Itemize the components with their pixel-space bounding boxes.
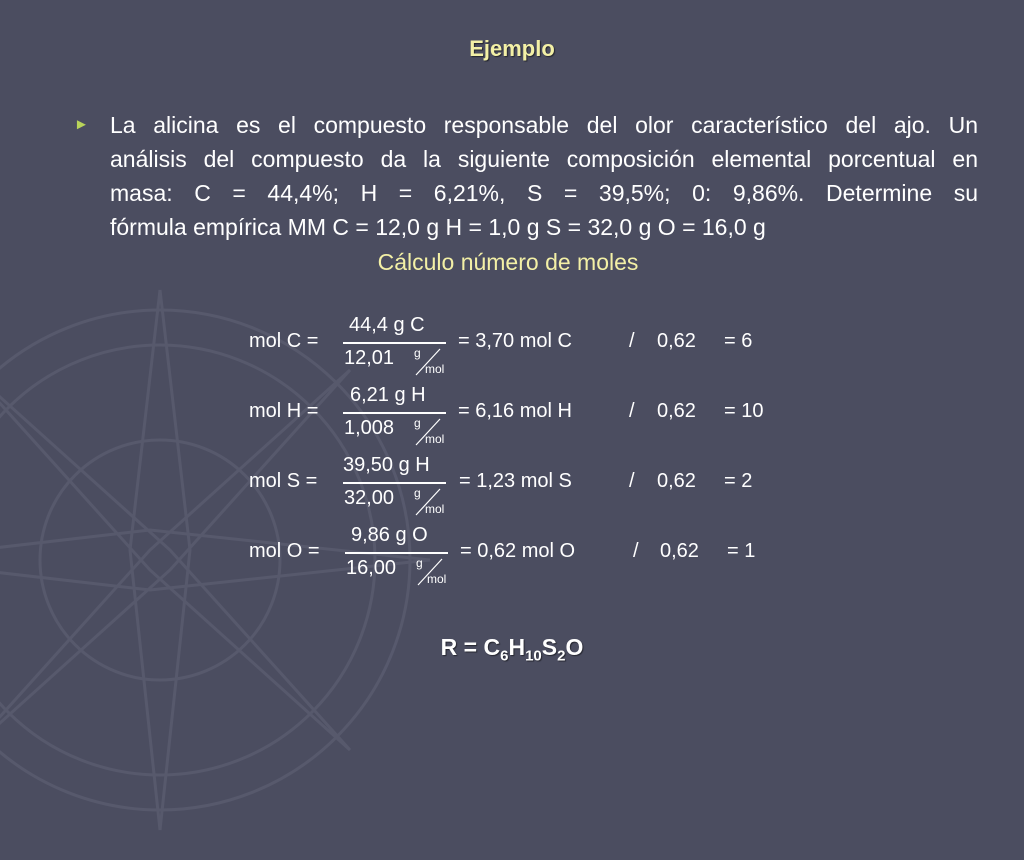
equation-row-carbon: [0, 311, 1024, 376]
unit-mol: mol: [425, 502, 445, 516]
element-symbol: H: [508, 634, 526, 660]
paragraph-line: fórmula empírica MM C = 12,0 g H = 1,0 g S = 32,0 g O = 16,0 g: [110, 214, 766, 240]
unit-mol: mol: [425, 432, 445, 446]
fraction-bar: [343, 342, 446, 344]
equation-row-hydrogen: [0, 381, 1024, 446]
fraction-denominator: 12,01: [344, 347, 395, 369]
fraction-bar: [343, 482, 446, 484]
divide-sign: /: [629, 470, 635, 492]
divide-sign: /: [629, 400, 635, 422]
slide-title: Ejemplo: [469, 36, 555, 61]
divisor: 0,62: [660, 540, 699, 562]
element-symbol: O: [565, 634, 584, 660]
divisor: 0,62: [657, 330, 696, 352]
equation-lhs: mol O =: [249, 540, 320, 562]
ratio-result: = 2: [724, 470, 753, 492]
ratio-result: = 6: [724, 330, 753, 352]
ratio-result: = 1: [727, 540, 756, 562]
fraction-denominator: 32,00: [344, 487, 395, 509]
unit-g: g: [414, 486, 421, 500]
fraction-numerator: 9,86 g O: [351, 524, 428, 546]
bullet-arrow-icon: ►: [74, 116, 89, 133]
fraction-denominator: 1,008: [344, 417, 395, 439]
fraction-bar: [343, 412, 446, 414]
section-subtitle: Cálculo número de moles: [377, 249, 639, 275]
equation-row-oxygen: [0, 521, 1024, 586]
unit-g: g: [414, 346, 421, 360]
fraction-numerator: 6,21 g H: [350, 384, 426, 406]
element-symbol: C: [483, 634, 501, 660]
unit-mol: mol: [427, 572, 447, 586]
divide-sign: /: [633, 540, 639, 562]
element-subscript: 2: [557, 647, 566, 665]
paragraph-line: masa: C = 44,4%; H = 6,21%, S = 39,5%; 0: 9,86%. Determine su: [110, 180, 978, 206]
equation-lhs: mol H =: [249, 400, 319, 422]
fraction-numerator: 44,4 g C: [349, 314, 425, 336]
element-subscript: 6: [500, 647, 509, 665]
paragraph-line: análisis del compuesto da la siguiente composición elemental porcentual en: [110, 146, 978, 172]
divisor: 0,62: [657, 470, 696, 492]
problem-paragraph: [110, 108, 978, 244]
result-prefix: R =: [440, 634, 484, 660]
element-symbol: S: [541, 634, 558, 660]
moles-result: = 6,16 mol H: [458, 400, 572, 422]
empirical-formula-result: [0, 634, 1024, 665]
fraction-denominator: 16,00: [346, 557, 397, 579]
moles-result: = 1,23 mol S: [459, 470, 572, 492]
moles-result: = 3,70 mol C: [458, 330, 572, 352]
divisor: 0,62: [657, 400, 696, 422]
moles-result: = 0,62 mol O: [460, 540, 576, 562]
divide-sign: /: [629, 330, 635, 352]
unit-g: g: [416, 556, 423, 570]
paragraph-line: La alicina es el compuesto responsable del olor característico del ajo. Un: [110, 112, 978, 138]
equation-lhs: mol C =: [249, 330, 319, 352]
fraction-bar: [345, 552, 448, 554]
equation-lhs: mol S =: [249, 470, 318, 492]
ratio-result: = 10: [724, 400, 764, 422]
equation-row-sulfur: [0, 451, 1024, 516]
fraction-numerator: 39,50 g H: [343, 454, 430, 476]
unit-mol: mol: [425, 362, 445, 376]
unit-g: g: [414, 416, 421, 430]
element-subscript: 10: [525, 647, 542, 665]
